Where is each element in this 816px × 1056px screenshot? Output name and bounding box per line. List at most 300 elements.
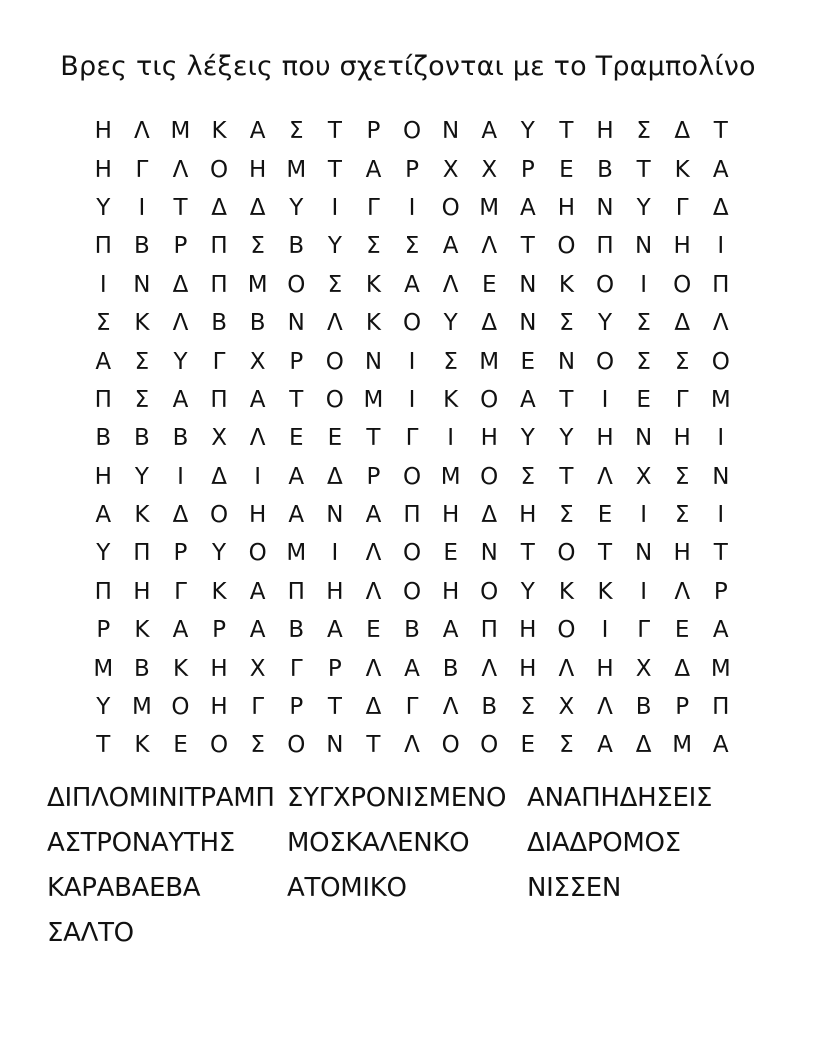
grid-cell: Ρ [289, 348, 304, 375]
grid-cell: Λ [597, 694, 613, 721]
grid-cell: Ν [519, 310, 537, 337]
word-list-item: ΑΣΤΡΟΝΑΥΤΗΣ [47, 828, 235, 858]
grid-cell: Β [211, 310, 227, 337]
grid-cell: Κ [365, 310, 381, 337]
grid-cell: Α [712, 156, 729, 183]
grid-cell: Β [249, 310, 266, 337]
grid-cell: Κ [597, 578, 613, 605]
grid-cell: Β [597, 156, 613, 183]
grid-cell: Τ [520, 540, 535, 567]
grid-cell: Ε [481, 271, 497, 298]
grid-cell: Β [288, 617, 305, 644]
grid-cell: Σ [636, 310, 651, 337]
grid-cell: Υ [597, 310, 613, 337]
grid-cell: Μ [286, 540, 307, 567]
word-list-item: ΔΙΑΔΡΟΜΟΣ [527, 828, 681, 858]
grid-cell: Ρ [675, 694, 690, 721]
grid-row [84, 342, 744, 380]
grid-cell: Μ [363, 386, 384, 413]
grid-row [84, 227, 744, 265]
grid-cell: Π [403, 502, 421, 529]
grid-cell: Η [596, 118, 614, 145]
grid-cell: Ρ [520, 156, 535, 183]
grid-cell: Π [210, 233, 228, 260]
grid-cell: Ι [640, 502, 647, 529]
grid-cell: Α [712, 617, 729, 644]
grid-cell: Ν [364, 348, 383, 375]
grid-cell: Ι [331, 540, 339, 567]
grid-cell: Ο [480, 463, 499, 490]
grid-cell: Χ [211, 425, 227, 452]
grid-row [84, 112, 744, 150]
grid-cell: Ο [402, 578, 422, 605]
word-list-item: ΔΙΠΛΟΜΙΝΙΤΡΑΜΠ [47, 783, 275, 813]
grid-cell: Γ [135, 156, 149, 183]
grid-cell: Η [441, 578, 460, 605]
grid-cell: Μ [93, 655, 114, 682]
grid-cell: Ο [287, 732, 306, 759]
grid-cell: Ν [635, 425, 653, 452]
grid-cell: Ο [402, 118, 422, 145]
grid-cell: Ν [326, 502, 344, 529]
grid-row [84, 381, 744, 419]
grid-cell: Λ [249, 425, 266, 452]
grid-cell: Λ [674, 578, 691, 605]
grid-cell: Κ [134, 310, 150, 337]
grid-cell: Σ [559, 502, 574, 529]
grid-cell: Η [249, 502, 267, 529]
grid-cell: Τ [559, 463, 574, 490]
grid-cell: Α [249, 617, 266, 644]
grid-cell: Ν [596, 194, 614, 221]
grid-cell: Σ [250, 233, 265, 260]
grid-cell: Ι [447, 425, 455, 452]
grid-cell: Τ [96, 732, 111, 759]
grid-cell: Ι [601, 386, 609, 413]
grid-cell: Κ [172, 655, 189, 682]
grid-cell: Η [249, 156, 267, 183]
grid-cell: Π [210, 271, 228, 298]
grid-cell: Ν [712, 463, 730, 490]
grid-cell: Ο [402, 463, 422, 490]
grid-row [84, 419, 744, 457]
grid-cell: Υ [520, 578, 535, 605]
grid-cell: Κ [365, 271, 381, 298]
grid-cell: Ο [595, 271, 615, 298]
grid-cell: Δ [211, 194, 227, 221]
grid-cell: Β [288, 233, 305, 260]
grid-cell: Δ [674, 655, 691, 682]
grid-cell: Σ [559, 310, 574, 337]
grid-cell: Α [288, 502, 305, 529]
grid-cell: Γ [675, 194, 689, 221]
grid-cell: Υ [520, 118, 535, 145]
grid-cell: Δ [172, 271, 189, 298]
grid-cell: Λ [712, 310, 729, 337]
grid-cell: Ε [520, 732, 536, 759]
grid-cell: Χ [481, 156, 498, 183]
grid-cell: Λ [442, 694, 459, 721]
grid-cell: Ο [287, 271, 306, 298]
grid-cell: Π [596, 233, 614, 260]
grid-cell: Ν [557, 348, 576, 375]
grid-cell: Π [94, 233, 112, 260]
grid-row [84, 573, 744, 611]
grid-row [84, 688, 744, 726]
grid-cell: Η [480, 425, 498, 452]
grid-cell: Ι [254, 463, 262, 490]
grid-cell: Κ [443, 386, 459, 413]
grid-cell: Η [441, 502, 460, 529]
grid-cell: Μ [710, 386, 731, 413]
grid-cell: Τ [713, 540, 728, 567]
grid-cell: Ν [635, 540, 653, 567]
grid-cell: Ρ [366, 118, 381, 145]
grid-cell: Κ [558, 271, 574, 298]
grid-cell: Σ [636, 118, 651, 145]
grid-cell: Χ [635, 463, 652, 490]
grid-cell: Η [519, 655, 537, 682]
grid-cell: Η [519, 617, 537, 644]
grid-cell: Κ [211, 118, 227, 145]
grid-cell: Τ [713, 118, 728, 145]
grid-cell: Σ [250, 732, 265, 759]
grid-cell: Γ [675, 386, 689, 413]
grid-cell: Η [673, 540, 691, 567]
grid-cell: Τ [289, 386, 304, 413]
grid-cell: Τ [559, 118, 574, 145]
grid-cell: Δ [211, 463, 227, 490]
grid-cell: Β [404, 617, 420, 644]
grid-cell: Υ [96, 540, 111, 567]
grid-cell: Ε [288, 425, 304, 452]
grid-cell: Α [365, 156, 382, 183]
grid-cell: Λ [597, 463, 613, 490]
grid-cell: Ι [177, 463, 184, 490]
grid-cell: Η [557, 194, 576, 221]
grid-cell: Ο [402, 540, 422, 567]
grid-cell: Ρ [289, 694, 304, 721]
grid-cell: Η [94, 463, 112, 490]
grid-cell: Α [519, 386, 536, 413]
grid-cell: Χ [442, 156, 459, 183]
grid-row [84, 458, 744, 496]
grid-cell: Τ [327, 118, 342, 145]
grid-cell: Ε [636, 386, 651, 413]
grid-cell: Α [326, 617, 343, 644]
grid-cell: Α [712, 732, 729, 759]
grid-cell: Μ [479, 194, 500, 221]
grid-cell: Π [712, 694, 730, 721]
grid-cell: Δ [172, 502, 189, 529]
grid-cell: Λ [365, 540, 382, 567]
grid-cell: Ο [210, 502, 229, 529]
grid-cell: Χ [635, 655, 652, 682]
grid-cell: Π [480, 617, 498, 644]
grid-cell: Ν [287, 310, 305, 337]
grid-cell: Η [673, 233, 691, 260]
grid-cell: Ο [557, 617, 576, 644]
grid-cell: Ι [138, 194, 146, 221]
grid-cell: Β [481, 694, 498, 721]
grid-cell: Γ [637, 617, 651, 644]
grid-cell: Ε [443, 540, 458, 567]
grid-cell: Β [95, 425, 112, 452]
grid-cell: Κ [211, 578, 227, 605]
grid-cell: Α [519, 194, 536, 221]
grid-cell: Ρ [366, 463, 381, 490]
grid-cell: Ν [133, 271, 151, 298]
grid-cell: Σ [96, 310, 111, 337]
grid-row [84, 611, 744, 649]
grid-cell: Ο [325, 348, 344, 375]
grid-cell: Μ [672, 732, 693, 759]
grid-cell: Γ [405, 694, 419, 721]
grid-cell: Υ [443, 310, 458, 337]
grid-cell: Ν [519, 271, 537, 298]
grid-cell: Κ [134, 502, 150, 529]
grid-cell: Λ [481, 655, 498, 682]
grid-cell: Ρ [713, 578, 728, 605]
grid-cell: Τ [597, 540, 613, 567]
grid-cell: Ι [717, 425, 725, 452]
grid-cell: Κ [134, 617, 150, 644]
grid-row [84, 189, 744, 227]
grid-cell: Τ [520, 233, 535, 260]
grid-cell: Β [172, 425, 189, 452]
grid-cell: Υ [327, 233, 342, 260]
word-list-item: ΝΙΣΣΕΝ [527, 873, 622, 903]
grid-cell: Ο [557, 540, 576, 567]
page-title: Βρες τις λέξεις που σχετίζονται με το Τραμπολίνο [60, 51, 756, 82]
grid-cell: Α [442, 617, 459, 644]
grid-cell: Α [249, 386, 266, 413]
grid-cell: Ο [171, 694, 190, 721]
grid-cell: Π [94, 578, 112, 605]
word-list-item: ΜΟΣΚΑΛΕΝΚΟ [287, 828, 470, 858]
grid-row [84, 266, 744, 304]
grid-cell: Ρ [212, 617, 227, 644]
grid-cell: Α [95, 348, 112, 375]
grid-cell: Χ [558, 694, 575, 721]
grid-cell: Γ [289, 655, 303, 682]
grid-cell: Υ [134, 463, 149, 490]
grid-cell: Υ [520, 425, 535, 452]
grid-cell: Ν [635, 233, 653, 260]
grid-cell: Μ [247, 271, 268, 298]
grid-cell: Σ [674, 502, 690, 529]
grid-cell: Ι [408, 194, 416, 221]
grid-cell: Ο [441, 732, 460, 759]
grid-cell: Υ [96, 194, 111, 221]
grid-cell: Σ [366, 233, 381, 260]
grid-cell: Δ [635, 732, 652, 759]
grid-cell: Ν [326, 732, 344, 759]
grid-cell: Ι [408, 348, 416, 375]
grid-cell: Μ [170, 118, 191, 145]
grid-cell: Ο [480, 732, 499, 759]
grid-cell: Δ [365, 694, 382, 721]
grid-cell: Ι [717, 502, 725, 529]
grid-cell: Ι [408, 386, 416, 413]
grid-cell: Σ [559, 732, 574, 759]
grid-cell: Δ [326, 463, 343, 490]
grid-row [84, 150, 744, 188]
grid-cell: Υ [96, 694, 111, 721]
grid-cell: Π [712, 271, 730, 298]
grid-cell: Λ [172, 310, 189, 337]
grid-cell: Δ [674, 310, 691, 337]
grid-cell: Α [249, 118, 266, 145]
grid-cell: Α [597, 732, 613, 759]
grid-cell: Λ [365, 655, 382, 682]
grid-cell: Κ [134, 732, 150, 759]
grid-cell: Ι [331, 194, 339, 221]
grid-cell: Ν [480, 540, 498, 567]
grid-cell: Π [133, 540, 151, 567]
grid-cell: Ι [640, 578, 647, 605]
grid-cell: Μ [710, 655, 731, 682]
grid-cell: Ρ [327, 655, 342, 682]
grid-cell: Σ [404, 233, 420, 260]
word-list-item: ΑΤΟΜΙΚΟ [287, 873, 407, 903]
grid-cell: Λ [481, 233, 498, 260]
grid-cell: Ε [520, 348, 536, 375]
grid-cell: Ο [480, 578, 499, 605]
grid-cell: Ι [717, 233, 725, 260]
grid-cell: Ο [441, 194, 460, 221]
grid-cell: Ι [99, 271, 107, 298]
grid-cell: Υ [212, 540, 227, 567]
grid-cell: Β [134, 655, 150, 682]
grid-cell: Λ [326, 310, 343, 337]
grid-cell: Μ [479, 348, 500, 375]
grid-cell: Λ [558, 655, 575, 682]
grid-cell: Ο [595, 348, 615, 375]
grid-row [84, 496, 744, 534]
grid-cell: Α [95, 502, 112, 529]
grid-row [84, 649, 744, 687]
grid-cell: Υ [173, 348, 188, 375]
grid-cell: Σ [327, 271, 343, 298]
grid-cell: Υ [559, 425, 574, 452]
grid-cell: Τ [636, 156, 651, 183]
grid-cell: Η [519, 502, 537, 529]
grid-cell: Α [249, 578, 266, 605]
grid-cell: Η [210, 694, 228, 721]
grid-cell: Δ [481, 310, 498, 337]
grid-cell: Λ [134, 118, 150, 145]
grid-cell: Ο [210, 156, 229, 183]
grid-cell: Ι [601, 617, 609, 644]
grid-row [84, 304, 744, 342]
grid-cell: Ο [210, 732, 229, 759]
grid-cell: Η [673, 425, 691, 452]
grid-cell: Α [404, 271, 420, 298]
grid-cell: Τ [366, 732, 381, 759]
word-list-item: ΣΑΛΤΟ [47, 918, 134, 948]
grid-cell: Π [287, 578, 305, 605]
grid-cell: Λ [442, 271, 459, 298]
grid-cell: Ο [325, 386, 344, 413]
grid-cell: Μ [286, 156, 307, 183]
grid-cell: Γ [251, 694, 265, 721]
grid-cell: Α [481, 118, 498, 145]
grid-cell: Ρ [96, 617, 111, 644]
grid-cell: Σ [674, 348, 690, 375]
word-list-item: ΑΝΑΠΗΔΗΣΕΙΣ [527, 783, 713, 813]
grid-cell: Ρ [173, 233, 188, 260]
grid-cell: Η [326, 578, 344, 605]
grid-cell: Σ [443, 348, 458, 375]
letter-grid [84, 112, 744, 765]
word-list-item: ΣΥΓΧΡΟΝΙΣΜΕΝΟ [287, 783, 507, 813]
grid-cell: Γ [212, 348, 226, 375]
grid-cell: Ε [327, 425, 343, 452]
grid-cell: Σ [134, 348, 150, 375]
grid-cell: Δ [674, 118, 691, 145]
grid-cell: Χ [249, 655, 266, 682]
grid-cell: Η [94, 156, 112, 183]
grid-cell: Υ [636, 194, 651, 221]
grid-cell: Σ [520, 463, 536, 490]
grid-cell: Ο [248, 540, 267, 567]
grid-cell: Τ [366, 425, 381, 452]
grid-cell: Ε [366, 617, 381, 644]
grid-cell: Ρ [173, 540, 188, 567]
grid-cell: Η [596, 425, 614, 452]
word-list-item: ΚΑΡΑΒΑΕΒΑ [47, 873, 201, 903]
grid-row [84, 534, 744, 572]
grid-cell: Β [635, 694, 652, 721]
grid-cell: Σ [134, 386, 150, 413]
grid-cell: Β [134, 233, 150, 260]
word-list [47, 776, 767, 956]
grid-cell: Ο [711, 348, 730, 375]
grid-cell: Δ [481, 502, 498, 529]
grid-cell: Λ [365, 578, 382, 605]
grid-cell: Τ [327, 694, 342, 721]
grid-cell: Α [172, 386, 189, 413]
grid-cell: Π [94, 386, 112, 413]
grid-cell: Τ [559, 386, 574, 413]
grid-cell: Σ [520, 694, 536, 721]
grid-cell: Γ [367, 194, 380, 221]
grid-cell: Ε [559, 156, 574, 183]
grid-cell: Χ [249, 348, 266, 375]
grid-cell: Α [172, 617, 189, 644]
grid-cell: Ο [480, 386, 499, 413]
grid-cell: Σ [674, 463, 690, 490]
grid-cell: Ο [402, 310, 422, 337]
grid-cell: Ε [674, 617, 690, 644]
grid-cell: Σ [636, 348, 651, 375]
grid-cell: Η [596, 655, 614, 682]
grid-cell: Σ [288, 118, 304, 145]
grid-cell: Α [288, 463, 305, 490]
grid-cell: Λ [404, 732, 420, 759]
grid-cell: Η [210, 655, 228, 682]
grid-cell: Β [442, 655, 459, 682]
grid-cell: Β [134, 425, 150, 452]
grid-cell: Ν [442, 118, 460, 145]
grid-cell: Ι [640, 271, 647, 298]
grid-cell: Α [404, 655, 420, 682]
grid-cell: Δ [249, 194, 266, 221]
grid-cell: Τ [327, 156, 342, 183]
grid-cell: Ο [557, 233, 576, 260]
grid-cell: Α [442, 233, 459, 260]
